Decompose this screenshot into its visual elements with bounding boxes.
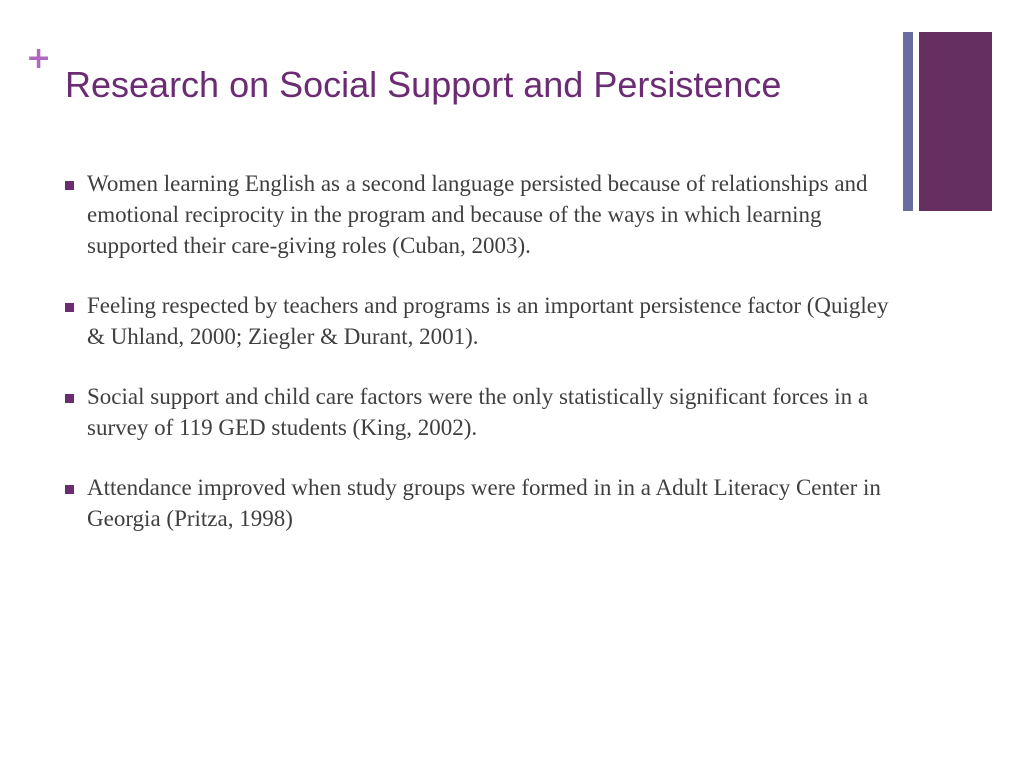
square-bullet-icon xyxy=(65,181,74,190)
accent-bar-wide xyxy=(919,32,992,211)
plus-mark: + xyxy=(26,41,52,76)
bullet-item-king xyxy=(60,381,890,443)
bullet-item-respected xyxy=(60,290,890,352)
bullet-text: Attendance improved when study groups were formed in in a Adult Literacy Center in Georgia (Pritza, 1998) xyxy=(87,475,881,531)
accent-bar-thin xyxy=(903,32,913,211)
bullet-text: Social support and child care factors were the only statistically significant forces in a survey of 119 GED students (King, 2002). xyxy=(87,384,869,440)
bullet-text: Feeling respected by teachers and programs is an important persistence factor (Quigley & Uhland, 2000; Ziegler & Durant, 2001). xyxy=(87,293,889,349)
square-bullet-icon xyxy=(65,303,74,312)
bullet-item-cuban xyxy=(60,168,890,261)
slide-title: Research on Social Support and Persistence xyxy=(65,64,782,105)
bullet-text: Women learning English as a second language persisted because of relationships and emotional reciprocity in the program and because of the ways in which learning supported their care-giving roles (Cuban, 2003). xyxy=(87,171,868,258)
square-bullet-icon xyxy=(65,485,74,494)
bullet-list xyxy=(60,168,890,563)
square-bullet-icon xyxy=(65,394,74,403)
bullet-item-pritza xyxy=(60,472,890,534)
